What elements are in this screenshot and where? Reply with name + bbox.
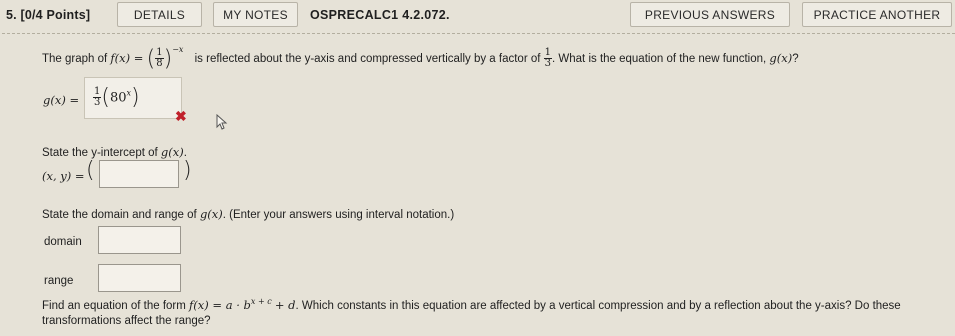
answer-expression [93, 85, 140, 110]
intercept-input[interactable] [99, 160, 179, 188]
answer-label: g(x) = [43, 93, 80, 107]
final-q-text1: . Which constants in this equation are affected by a vertical compression and by a reflection about the y-axis? Do these [295, 299, 901, 312]
domain-range-prompt-text: State the domain and range of [42, 209, 197, 221]
final-question-line2: transformations affect the range? [42, 315, 211, 327]
intercept-period: . [183, 147, 187, 159]
answer-base: 80 [109, 90, 127, 106]
intercept-open-paren: ( [86, 158, 95, 183]
intercept-close-paren: ) [183, 158, 192, 183]
open-paren: ( [146, 46, 156, 72]
course-code: OSPRECALC1 4.2.072. [310, 8, 450, 22]
final-q-form-tail: + d [274, 297, 296, 312]
intercept-prompt [42, 145, 187, 159]
domain-input[interactable] [98, 226, 181, 254]
problem-statement [42, 45, 799, 71]
practice-another-button[interactable]: PRACTICE ANOTHER [802, 2, 952, 27]
f-function-label: f(x) = [110, 51, 144, 65]
answer-exponent: x [126, 88, 132, 98]
problem-intro: The graph of [42, 53, 108, 65]
answer-display [84, 77, 182, 119]
g-ref: g(x) [769, 51, 793, 65]
domain-range-instructions: . (Enter your answers using interval notation.) [222, 209, 455, 221]
final-q-intro: Find an equation of the form [42, 299, 186, 312]
previous-answers-button[interactable]: PREVIOUS ANSWERS [630, 2, 790, 27]
range-input[interactable] [98, 264, 181, 292]
domain-range-g-ref: g(x) [199, 207, 223, 221]
question-mark: ? [792, 53, 799, 65]
header-divider [2, 33, 955, 34]
final-q-form: f(x) = a · b [189, 297, 251, 312]
intercept-prompt-text: State the y-intercept of [42, 147, 158, 159]
domain-label: domain [44, 236, 82, 248]
mouse-cursor-icon [216, 114, 228, 130]
problem-mid-text: is reflected about the y-axis and compressed vertically by a factor of [194, 53, 541, 65]
incorrect-icon: ✖ [175, 108, 187, 124]
my-notes-button[interactable]: MY NOTES [213, 2, 298, 27]
close-paren: ) [163, 46, 173, 72]
factor-fraction: $\frac{1}{3}$ [544, 47, 552, 70]
answer-open-paren: ( [101, 85, 110, 110]
problem-end-text: . What is the equation of the new function, [552, 53, 767, 65]
final-q-form-exp: x + c [250, 297, 272, 306]
intercept-g-ref: g(x) [160, 145, 184, 159]
answer-fraction: $\frac{1}{3}$ [94, 86, 101, 108]
base-fraction: $\frac{1}{8}$ [156, 47, 163, 70]
intercept-label: (x, y) = [42, 169, 85, 183]
answer-close-paren: ) [131, 85, 140, 110]
details-button[interactable]: DETAILS [117, 2, 202, 27]
final-question-line1 [42, 297, 901, 312]
exponent: −x [172, 45, 184, 54]
domain-range-prompt [42, 207, 454, 221]
range-label: range [44, 275, 74, 287]
question-number-points: 5. [0/4 Points] [6, 8, 91, 22]
